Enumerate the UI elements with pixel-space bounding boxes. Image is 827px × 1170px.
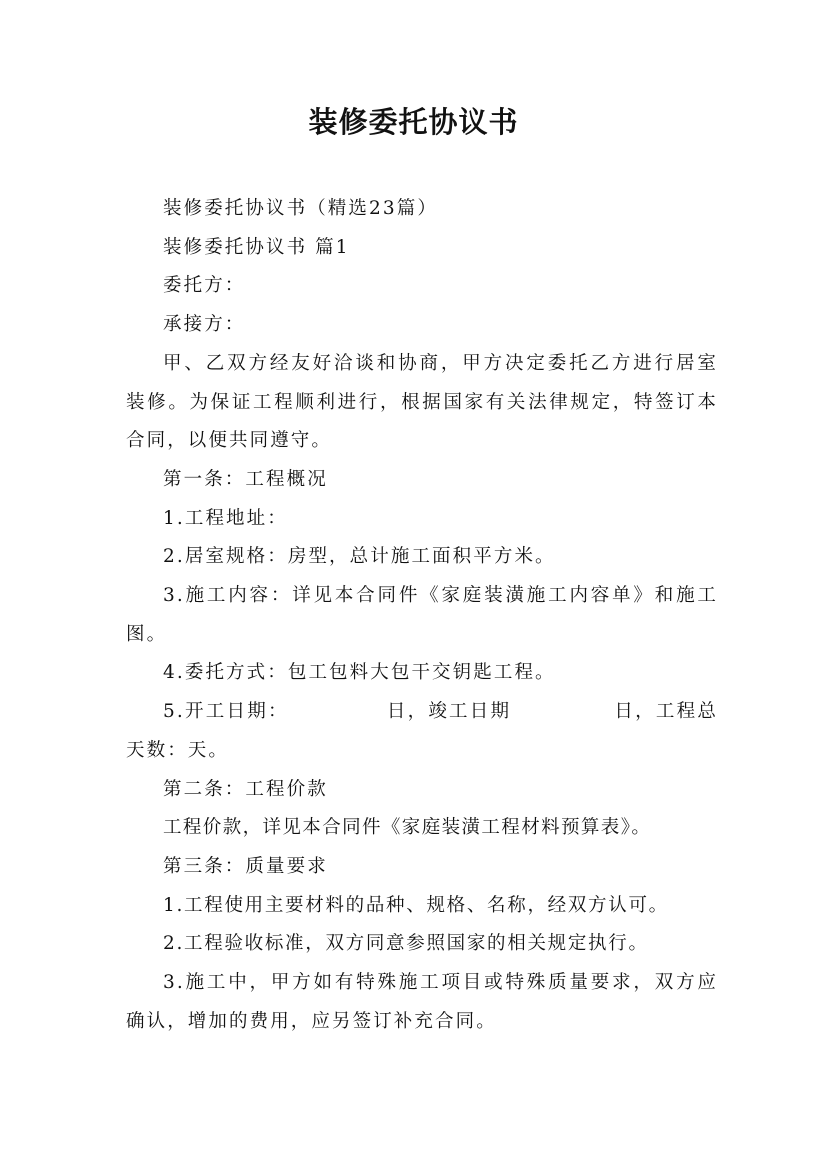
clause-room-spec: 2.居室规格：房型，总计施工面积平方米。 xyxy=(163,546,556,568)
subtitle-line: 装修委托协议书（精选23篇） xyxy=(163,198,438,219)
clause-special: 3.施工中，甲方如有特殊施工项目或特殊质量要求，双方应确认，增加的费用，应另签订补充合同。 xyxy=(126,972,718,1032)
clause-price: 工程价款，详见本合同件《家庭装潢工程材料预算表》。 xyxy=(163,817,652,839)
intro-paragraph: 甲、乙双方经友好洽谈和协商，甲方决定委托乙方进行居室装修。为保证工程顺利进行，根据国家有关法律规定，特签订本合同，以便共同遵守。 xyxy=(126,352,718,452)
article-3-heading: 第三条：质量要求 xyxy=(163,855,328,877)
article-2-heading: 第二条：工程价款 xyxy=(163,778,328,800)
end-date-label: 日，竣工日期 xyxy=(386,701,512,723)
clause-content: 3.施工内容：详见本合同件《家庭装潢施工内容单》和施工图。 xyxy=(126,585,718,645)
clause-materials: 1.工程使用主要材料的品种、规格、名称，经双方认可。 xyxy=(163,894,669,916)
clause-address: 1.工程地址： xyxy=(163,507,288,529)
clause-acceptance: 2.工程验收标准，双方同意参照国家的相关规定执行。 xyxy=(163,933,649,955)
start-date-label: 5.开工日期： xyxy=(163,701,289,723)
document-title: 装修委托协议书 xyxy=(308,105,519,139)
clause-dates xyxy=(126,693,718,770)
party-b-label: 承接方： xyxy=(163,314,246,336)
clause-method: 4.委托方式：包工包料大包干交钥匙工程。 xyxy=(163,662,556,684)
total-days-label: 日，工程总天数：天。 xyxy=(126,701,718,761)
document-body xyxy=(126,190,718,1041)
section-heading: 装修委托协议书 篇1 xyxy=(163,236,350,258)
article-1-heading: 第一条：工程概况 xyxy=(163,468,328,490)
party-a-label: 委托方： xyxy=(163,275,246,297)
